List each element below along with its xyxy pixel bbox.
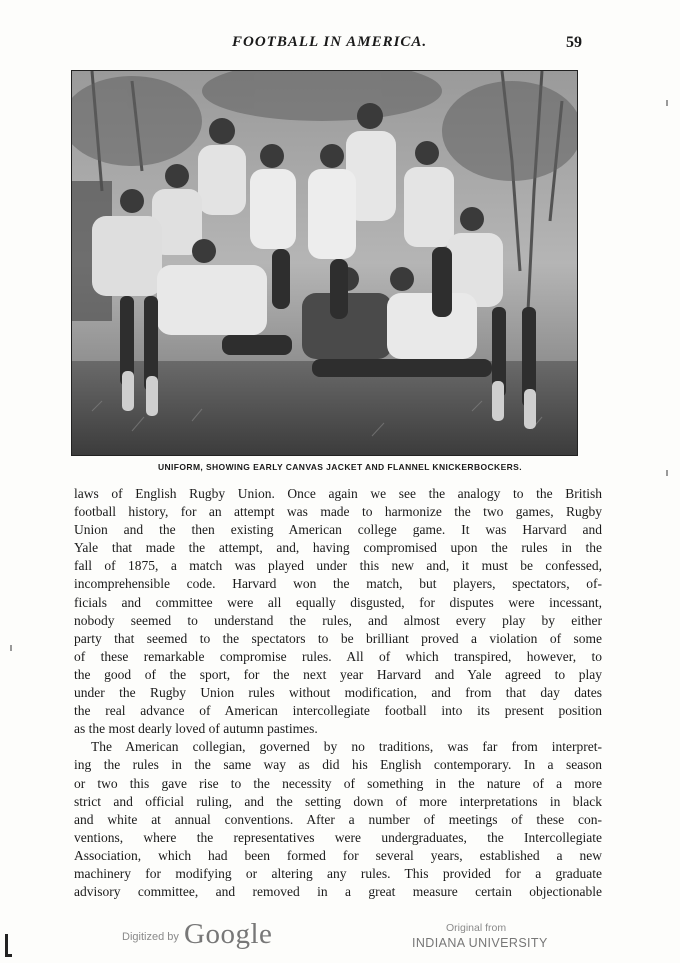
text-line: of these remarkable compromise rules. All of which transpired, however, to xyxy=(74,648,602,664)
text-line: fall of 1875, a match was played under this new and, it must be confessed, xyxy=(74,558,602,574)
text-line: Association, which had been formed for several years, established a new xyxy=(74,847,602,863)
figure-caption: UNIFORM, SHOWING EARLY CANVAS JACKET AND FLANNEL KNICKERBOCKERS. xyxy=(157,462,523,472)
text-line: Yale that made the attempt, and, having compromised upon the rules in the xyxy=(74,540,602,556)
text-line: strict and official ruling, and the setting down of more interpretations in black xyxy=(74,793,602,809)
google-logo: Google xyxy=(184,918,273,950)
text-line: ing the rules in the same way as did his English contemporary. In a season xyxy=(74,757,602,773)
text-line: as the most dearly loved of autumn pastimes. xyxy=(74,721,318,737)
text-line: the good of the sport, for the next year Harvard and Yale agreed to play xyxy=(74,666,602,682)
body-text xyxy=(74,485,614,901)
original-from-label: Original from xyxy=(446,922,507,934)
scan-edge-mark xyxy=(666,100,668,106)
text-line: advisory committee, and removed in a great measure certain objectionable xyxy=(74,884,602,900)
text-line: Union and the then existing American college game. It was Harvard and xyxy=(74,522,602,538)
text-line: ventions, where the representatives were undergraduates, the Intercollegiate xyxy=(74,829,602,845)
digitized-by-label: Digitized by xyxy=(122,931,179,943)
text-line: machinery for modifying or altering any rules. This provided for a graduate xyxy=(74,865,602,881)
text-line: incomprehensible code. Harvard won the match, but players, spectators, of- xyxy=(74,576,602,592)
scan-corner-mark xyxy=(5,934,12,957)
page-number: 59 xyxy=(566,34,582,51)
text-line: under the Rugby Union rules without modification, and from that day dates xyxy=(74,685,602,701)
text-line: ficials and committee were all equally disgusted, for disputes were incessant, xyxy=(74,594,602,610)
page-header xyxy=(0,30,680,58)
university-label: INDIANA UNIVERSITY xyxy=(412,936,548,950)
scan-edge-mark xyxy=(666,470,668,476)
scan-edge-mark xyxy=(10,645,12,651)
text-line: party that seemed to the spectators to be brilliant proved a violation of some xyxy=(74,630,602,646)
text-line: the real advance of American intercollegiate football into its present position xyxy=(74,703,602,719)
text-line: The American collegian, governed by no traditions, was far from interpret- xyxy=(91,739,602,755)
text-line: nobody seemed to understand the rules, and almost every play by either xyxy=(74,612,602,628)
text-line: or two this gave rise to the necessity of something in the nature of a more xyxy=(74,775,602,791)
text-line: laws of English Rugby Union. Once again we see the analogy to the British xyxy=(74,486,602,501)
text-line: football history, for an attempt was made to harmonize the two games, Rugby xyxy=(74,504,602,520)
running-title: FOOTBALL IN AMERICA. xyxy=(232,34,428,50)
team-photograph xyxy=(71,70,578,456)
text-line: and white at annual conventions. After a number of meetings of these con- xyxy=(74,811,602,827)
